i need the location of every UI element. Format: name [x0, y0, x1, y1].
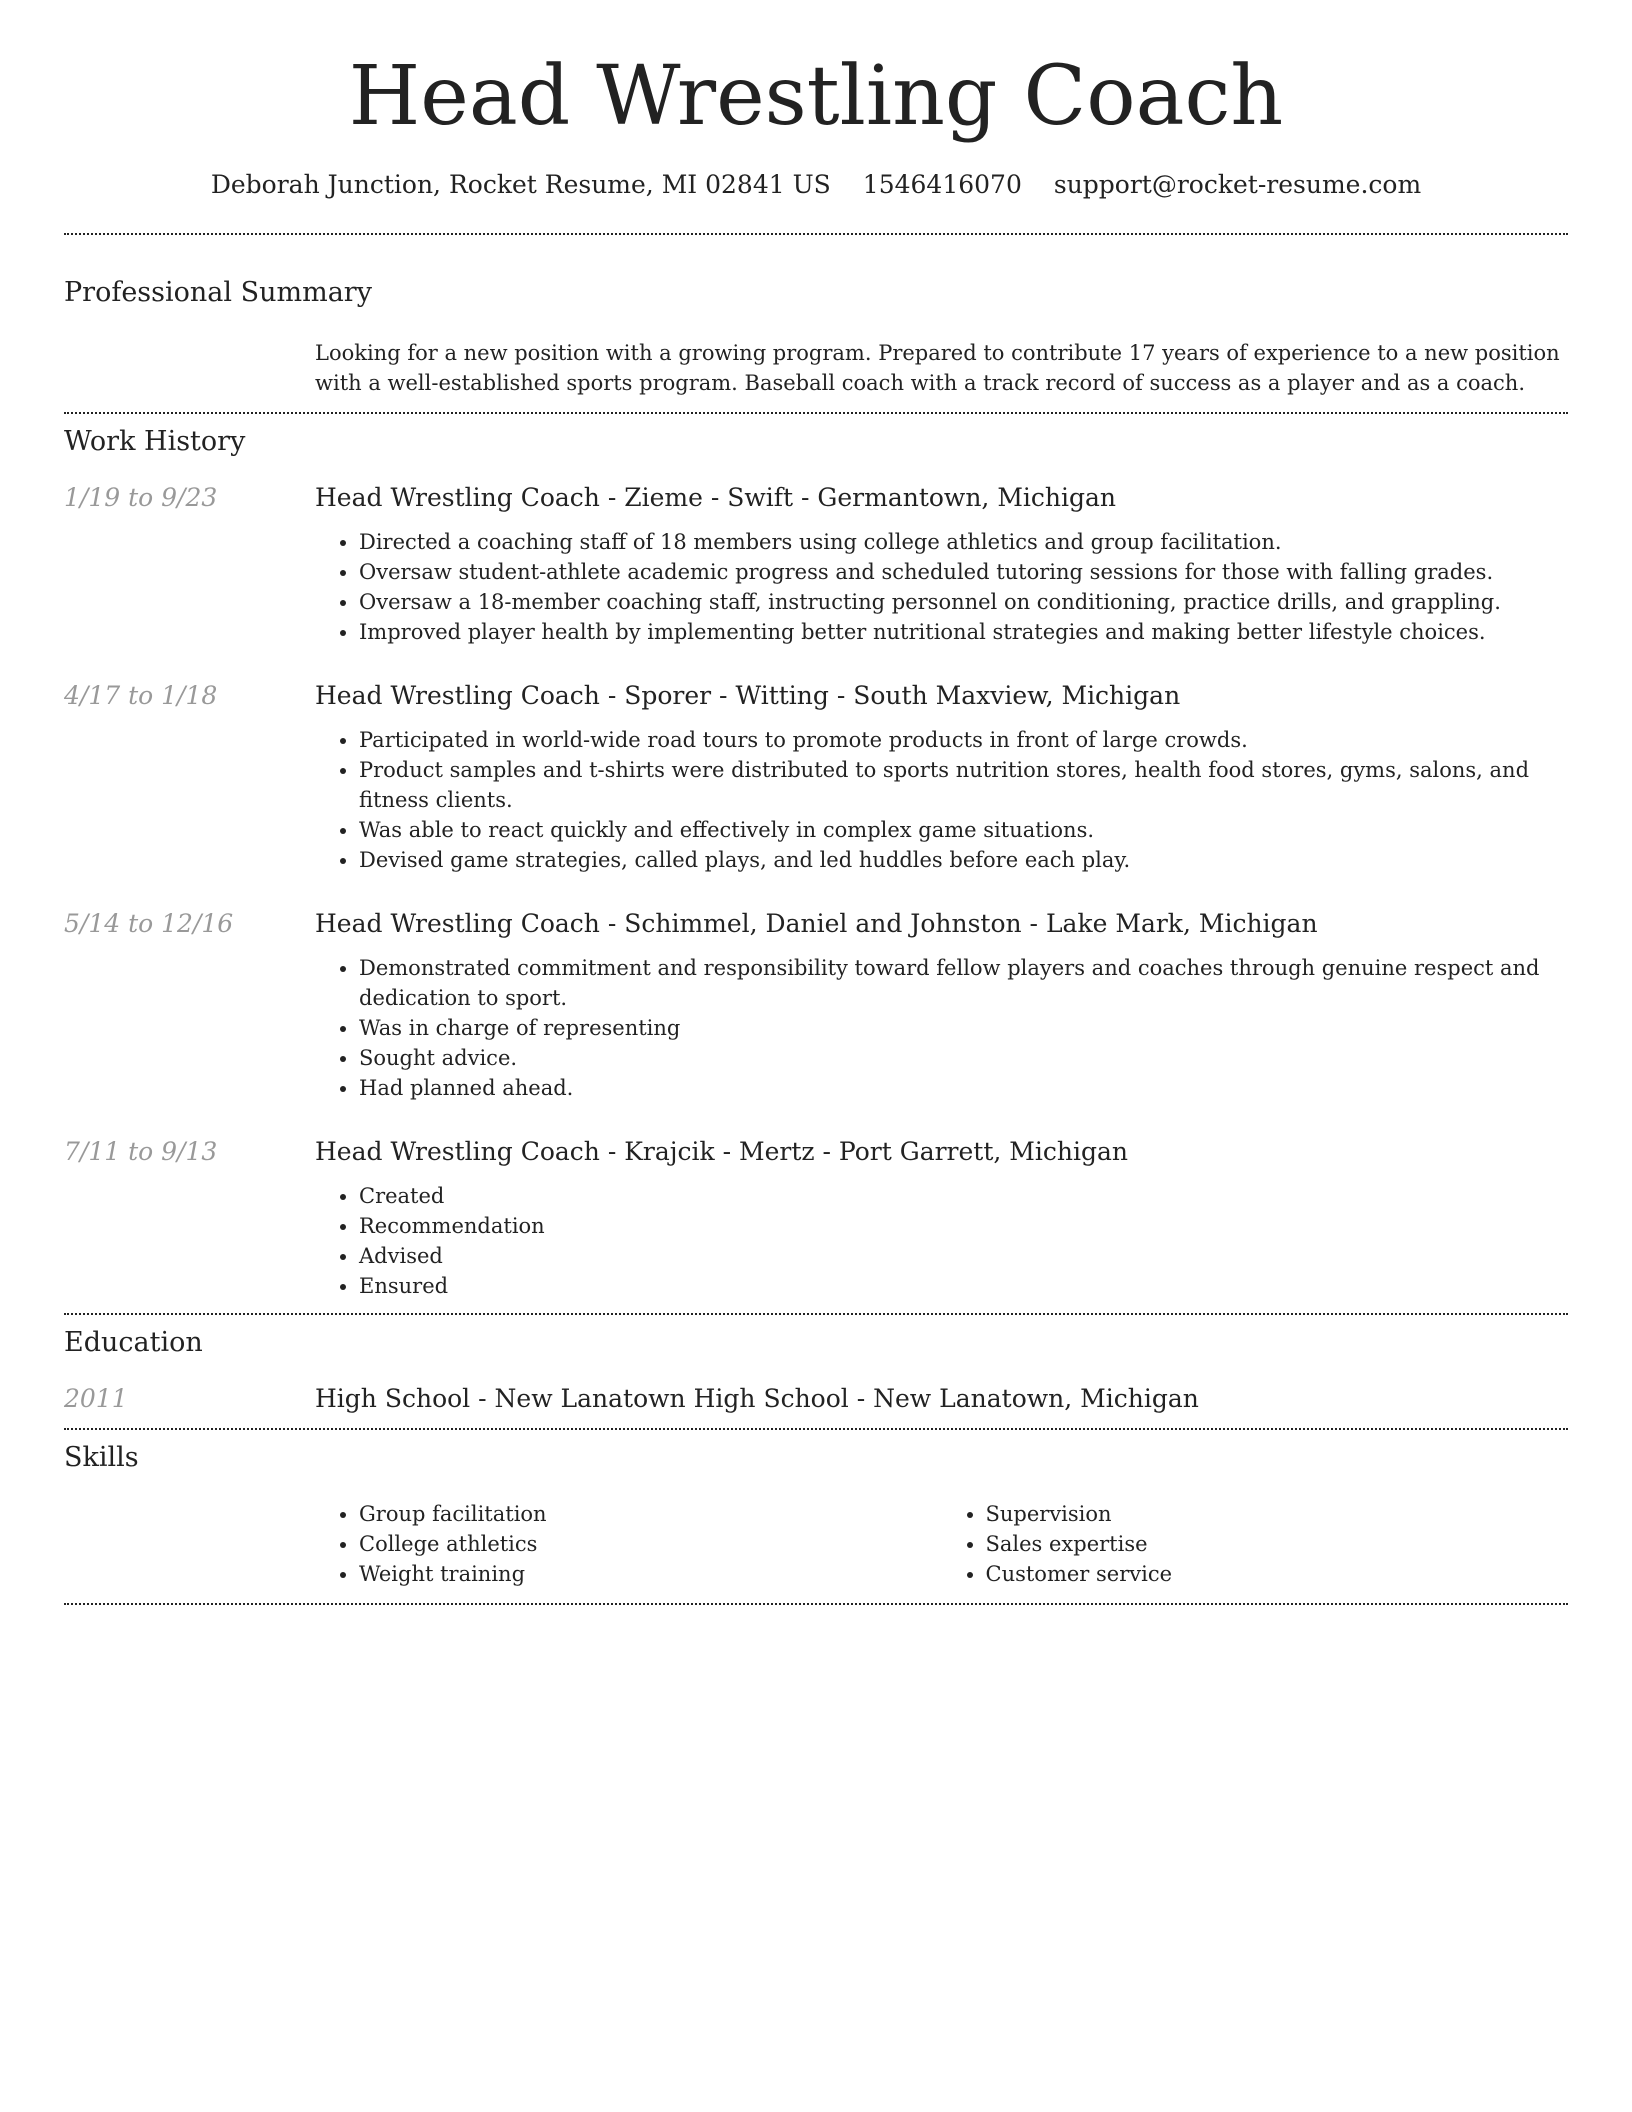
job-bullet: • Recommendation: [359, 1211, 1568, 1241]
job-bullets: [315, 1181, 1568, 1301]
job-bullet: • Was able to react quickly and effectively in complex game situations.: [359, 815, 1568, 845]
education-degree: High School: [315, 1384, 471, 1414]
work-heading: Head Wrestling Coach - Krajcik - Mertz - Port Garrett, Michigan: [315, 1137, 1128, 1167]
skill-item: • Weight training: [359, 1559, 942, 1589]
job-bullets: [315, 725, 1568, 875]
work-dates: 4/17 to 1/18: [64, 681, 218, 711]
skills-divider: [64, 1603, 1568, 1605]
job-role: Head Wrestling Coach: [315, 909, 600, 939]
job-bullet: • Product samples and t-shirts were distributed to sports nutrition stores, health food stores, gyms, salons, and fitness clients.: [359, 755, 1568, 815]
job-bullet: • Demonstrated commitment and responsibility toward fellow players and coaches through genuine respect and dedication to sport.: [359, 953, 1568, 1013]
job-company: Zieme - Swift: [624, 483, 794, 513]
job-bullet: • Ensured: [359, 1271, 1568, 1301]
job-bullet: • Had planned ahead.: [359, 1073, 1568, 1103]
work-dates: 7/11 to 9/13: [64, 1137, 218, 1167]
work-history-section: [64, 414, 1568, 1313]
work-history-section-title: Work History: [64, 426, 246, 458]
job-bullet: • Created: [359, 1181, 1568, 1211]
job-role: Head Wrestling Coach: [315, 1137, 600, 1167]
job-bullet: • Directed a coaching staff of 18 members using college athletics and group facilitation.: [359, 527, 1568, 557]
skill-item: • Group facilitation: [359, 1499, 942, 1529]
work-dates: 5/14 to 12/16: [64, 909, 234, 939]
job-company: Schimmel, Daniel and Johnston: [624, 909, 1022, 939]
work-entry: [64, 679, 1568, 875]
skills-section: [64, 1430, 1568, 1589]
work-entry: [64, 907, 1568, 1103]
job-bullet: • Improved player health by implementing better nutritional strategies and making better lifestyle choices.: [359, 617, 1568, 647]
education-entry: [64, 1382, 1568, 1416]
work-heading: Head Wrestling Coach - Zieme - Swift - Germantown, Michigan: [315, 483, 1117, 513]
job-location: Port Garrett, Michigan: [838, 1137, 1128, 1167]
skill-item: • Sales expertise: [986, 1529, 1569, 1559]
contact-email: support@rocket-resume.com: [1053, 170, 1422, 200]
job-company: Krajcik - Mertz: [624, 1137, 815, 1167]
skill-item: • College athletics: [359, 1529, 942, 1559]
skills-section-title: Skills: [64, 1442, 139, 1474]
work-dates: 1/19 to 9/23: [64, 483, 218, 513]
contact-address: Deborah Junction, Rocket Resume, MI 02841 US: [210, 170, 831, 200]
education-section-title: Education: [64, 1327, 203, 1359]
work-entry: [64, 1135, 1568, 1301]
education-year: 2011: [64, 1384, 128, 1414]
skills-list-left: [315, 1499, 942, 1589]
work-heading: Head Wrestling Coach - Schimmel, Daniel and Johnston - Lake Mark, Michigan: [315, 909, 1318, 939]
skills-list-right: [942, 1499, 1569, 1589]
job-bullet: • Oversaw a 18-member coaching staff, instructing personnel on conditioning, practice drills, and grappling.: [359, 587, 1568, 617]
work-entry: [64, 481, 1568, 647]
job-bullet: • Participated in world-wide road tours to promote products in front of large crowds.: [359, 725, 1568, 755]
job-bullet: • Devised game strategies, called plays, and led huddles before each play.: [359, 845, 1568, 875]
job-bullet: • Sought advice.: [359, 1043, 1568, 1073]
job-bullets: [315, 953, 1568, 1103]
contact-phone: 1546416070: [862, 170, 1022, 200]
contact-line: [64, 170, 1568, 199]
job-bullet: • Was in charge of representing: [359, 1013, 1568, 1043]
education-location: New Lanatown, Michigan: [873, 1384, 1199, 1414]
work-heading: Head Wrestling Coach - Sporer - Witting - South Maxview, Michigan: [315, 681, 1181, 711]
education-school: New Lanatown High School: [494, 1384, 849, 1414]
summary-section-title: Professional Summary: [64, 277, 372, 309]
job-role: Head Wrestling Coach: [315, 681, 600, 711]
education-section: [64, 1315, 1568, 1428]
job-bullet: • Oversaw student-athlete academic progress and scheduled tutoring sessions for those with falling grades.: [359, 557, 1568, 587]
resume-title: Head Wrestling Coach: [348, 49, 1284, 144]
job-company: Sporer - Witting: [624, 681, 829, 711]
skills-grid: [315, 1499, 1568, 1589]
skill-item: • Customer service: [986, 1559, 1569, 1589]
education-heading: High School - New Lanatown High School - New Lanatown, Michigan: [315, 1384, 1199, 1414]
job-location: South Maxview, Michigan: [853, 681, 1181, 711]
job-location: Germantown, Michigan: [817, 483, 1117, 513]
job-location: Lake Mark, Michigan: [1045, 909, 1318, 939]
summary-text: Looking for a new position with a growing program. Prepared to contribute 17 years of experience to a new position with a well-established sports program. Baseball coach with a track record of success as a player and as a coach.: [315, 341, 1560, 396]
job-bullets: [315, 527, 1568, 647]
job-role: Head Wrestling Coach: [315, 483, 600, 513]
job-bullet: • Advised: [359, 1241, 1568, 1271]
summary-section: [64, 235, 1568, 398]
skill-item: • Supervision: [986, 1499, 1569, 1529]
